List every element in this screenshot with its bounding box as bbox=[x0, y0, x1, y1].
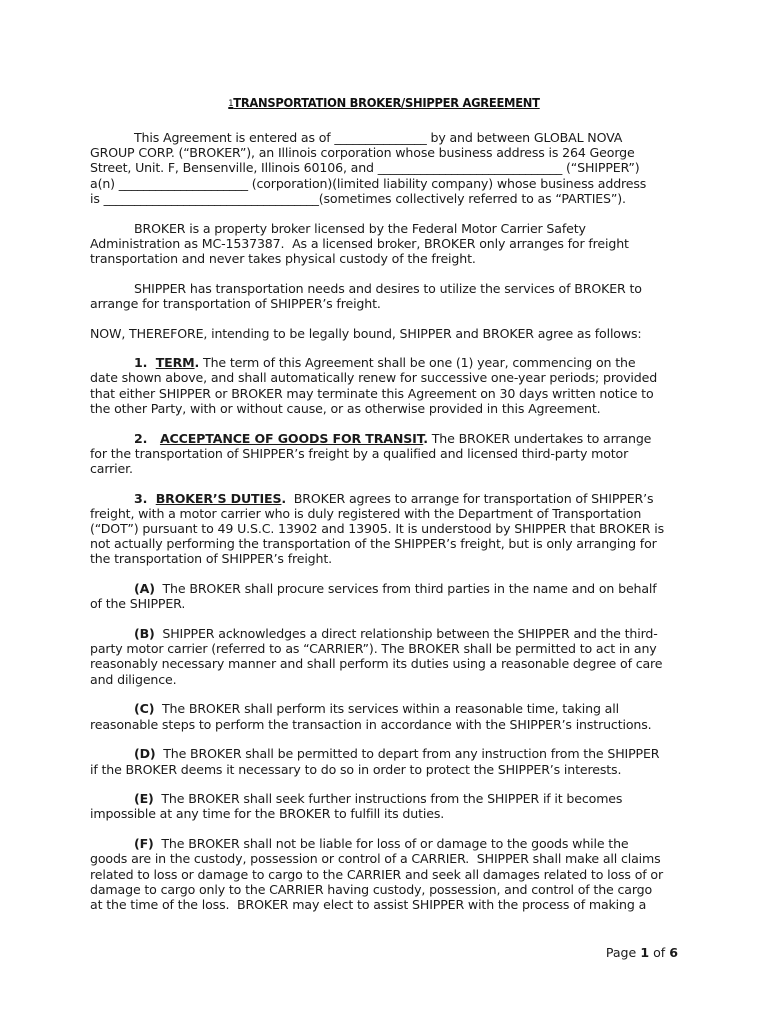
section-first-line bbox=[90, 491, 690, 506]
clause-label: (C) bbox=[134, 701, 155, 717]
text-line: (“DOT”) pursuant to 49 U.S.C. 13902 and 13905. It is understood by SHIPPER that BROKER is bbox=[90, 521, 664, 537]
heading-period: . bbox=[423, 430, 428, 446]
text-line: and diligence. bbox=[90, 671, 177, 687]
text-line: freight, with a motor carrier who is duly registered with the Department of Transportation bbox=[90, 505, 642, 521]
heading-period: . bbox=[281, 490, 287, 506]
text-line: goods are in the custody, possession or control of a CARRIER. SHIPPER shall make all claims bbox=[90, 851, 661, 867]
section-text: BROKER agrees to arrange for transportation of SHIPPER’s bbox=[286, 490, 654, 506]
clause-d bbox=[90, 746, 690, 776]
section-number: 3. bbox=[134, 490, 156, 506]
text-line: carrier. bbox=[90, 460, 133, 476]
text-line: is ___________________________________(sometimes collectively referred to as “PARTIES”). bbox=[90, 190, 626, 206]
text-line: reasonably necessary manner and shall perform its duties using a reasonable degree of care bbox=[90, 656, 663, 672]
footnote-mark: 1 bbox=[228, 99, 234, 109]
section-broker-duties bbox=[90, 491, 690, 567]
clause-label: (A) bbox=[134, 581, 155, 597]
text-line: not actually performing the transportation of the SHIPPER’s freight, but is only arranging for bbox=[90, 536, 657, 552]
clause-label: (B) bbox=[134, 626, 155, 642]
shipper-needs-paragraph bbox=[90, 281, 690, 311]
text-line: if the BROKER deems it necessary to do so in order to protect the SHIPPER’s interests. bbox=[90, 761, 622, 777]
text-line: date shown above, and shall automatically renew for successive one-year periods; provided bbox=[90, 370, 658, 386]
text-line: NOW, THEREFORE, intending to be legally bound, SHIPPER and BROKER agree as follows: bbox=[90, 325, 642, 341]
clause-first-line bbox=[90, 626, 690, 641]
section-number: 2. bbox=[134, 430, 160, 446]
section-first-line bbox=[90, 431, 690, 446]
section-term bbox=[90, 355, 690, 416]
clause-text: The BROKER shall not be liable for loss of or damage to the goods while the bbox=[153, 836, 629, 852]
text-line: impossible at any time for the BROKER to fulfill its duties. bbox=[90, 806, 445, 822]
page-total: 6 bbox=[669, 945, 678, 960]
of-word: of bbox=[649, 945, 670, 960]
clause-label: (E) bbox=[134, 791, 154, 807]
document-title bbox=[31, 95, 738, 110]
text-line: a(n) _____________________ (corporation)(limited liability company) whose business address bbox=[90, 175, 647, 191]
clause-first-line bbox=[90, 581, 690, 596]
section-heading: BROKER’S DUTIES bbox=[155, 490, 282, 506]
document-body bbox=[90, 130, 690, 927]
broker-license-paragraph bbox=[90, 221, 690, 267]
text-line: reasonable steps to perform the transaction in accordance with the SHIPPER’s instructions. bbox=[90, 716, 652, 732]
text-line: the transportation of SHIPPER’s freight. bbox=[90, 551, 332, 567]
text-line: GROUP CORP. (“BROKER”), an Illinois corporation whose business address is 264 George bbox=[90, 145, 635, 161]
clause-text: The BROKER shall seek further instructions from the SHIPPER if it becomes bbox=[153, 791, 623, 807]
section-number: 1. bbox=[134, 355, 156, 371]
clause-first-line bbox=[90, 836, 690, 851]
section-heading: TERM bbox=[155, 355, 195, 371]
clause-e bbox=[90, 791, 690, 821]
text-line: transportation and never takes physical custody of the freight. bbox=[90, 250, 476, 266]
intro-paragraph bbox=[90, 130, 690, 206]
clause-text: The BROKER shall perform its services within a reasonable time, taking all bbox=[154, 701, 619, 717]
text-line: BROKER is a property broker licensed by the Federal Motor Carrier Safety bbox=[134, 220, 586, 236]
page-word: Page bbox=[605, 945, 641, 960]
text-line: party motor carrier (referred to as “CARRIER”). The BROKER shall be permitted to act in any bbox=[90, 641, 657, 657]
text-line: SHIPPER has transportation needs and desires to utilize the services of BROKER to bbox=[134, 280, 642, 296]
page-number-footer bbox=[606, 945, 678, 960]
clause-f bbox=[90, 836, 690, 912]
text-line: damage to cargo only to the CARRIER having custody, possession, and control of the cargo bbox=[90, 881, 653, 897]
clause-b bbox=[90, 626, 690, 687]
clause-label: (D) bbox=[134, 746, 156, 762]
clause-first-line bbox=[90, 701, 690, 716]
section-text: The BROKER undertakes to arrange bbox=[427, 430, 652, 446]
text-line: arrange for transportation of SHIPPER’s freight. bbox=[90, 295, 381, 311]
section-heading: ACCEPTANCE OF GOODS FOR TRANSIT bbox=[159, 430, 424, 446]
text-line: Street, Unit. F, Bensenville, Illinois 60106, and ______________________________ (“SHIPPER”) bbox=[90, 160, 640, 176]
page-current: 1 bbox=[640, 945, 650, 960]
text-line: that either SHIPPER or BROKER may terminate this Agreement on 30 days written notice to bbox=[90, 385, 654, 401]
clause-text: The BROKER shall be permitted to depart from any instruction from the SHIPPER bbox=[155, 746, 660, 762]
clause-first-line bbox=[90, 791, 690, 806]
clause-first-line bbox=[90, 746, 690, 761]
section-first-line bbox=[90, 355, 690, 370]
title-text: TRANSPORTATION BROKER/SHIPPER AGREEMENT bbox=[233, 95, 540, 110]
text-line: Administration as MC-1537387. As a licensed broker, BROKER only arranges for freight bbox=[90, 235, 629, 251]
clause-c bbox=[90, 701, 690, 731]
clause-label: (F) bbox=[134, 836, 154, 852]
text-line: at the time of the loss. BROKER may elect to assist SHIPPER with the process of making a bbox=[90, 896, 647, 912]
text-line: This Agreement is entered as of _______________ by and between GLOBAL NOVA bbox=[134, 130, 623, 145]
clause-a bbox=[90, 581, 690, 611]
section-text: The term of this Agreement shall be one (1) year, commencing on the bbox=[199, 355, 636, 371]
section-acceptance bbox=[90, 431, 690, 477]
text-line: related to loss or damage to cargo to the CARRIER and seek all damages related to loss of or bbox=[90, 866, 663, 882]
text-line: for the transportation of SHIPPER’s freight by a qualified and licensed third-party motor bbox=[90, 445, 629, 461]
clause-text: SHIPPER acknowledges a direct relationship between the SHIPPER and the third- bbox=[154, 626, 658, 642]
now-therefore-paragraph bbox=[90, 326, 690, 341]
clause-text: The BROKER shall procure services from third parties in the name and on behalf bbox=[154, 581, 657, 597]
text-line: the other Party, with or without cause, or as otherwise provided in this Agreement. bbox=[90, 400, 601, 416]
heading-period: . bbox=[194, 355, 200, 371]
text-line: of the SHIPPER. bbox=[90, 596, 186, 612]
